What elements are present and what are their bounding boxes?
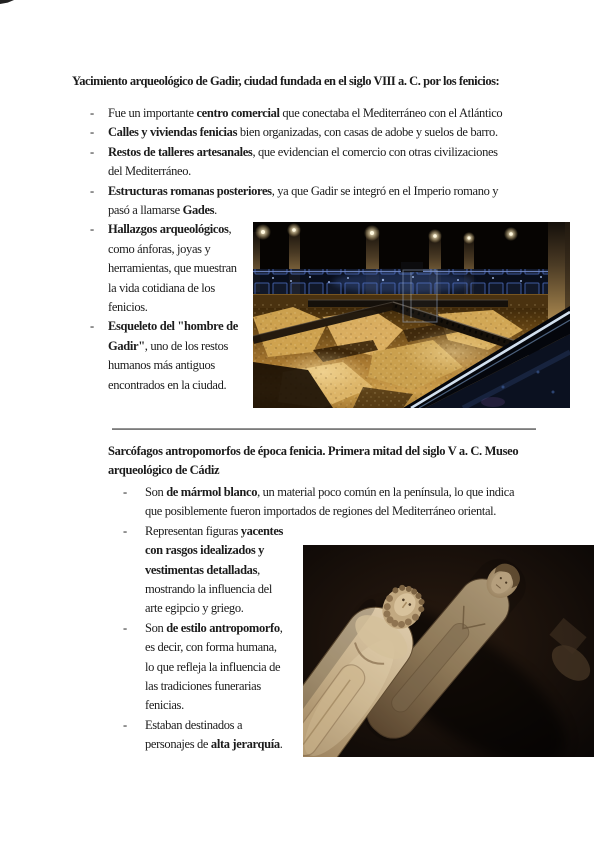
sarcophagi-heading: Sarcófagos antropomorfos de época fenicia. Primera mitad del siglo V a. C. Museo arqueológico de Cádiz <box>108 444 519 478</box>
bullet-dash: - <box>90 125 94 140</box>
list-item: - Representan figuras yacentes con rasgos idealizados y vestimentas detalladas, mostrando la influencia del arte egipcio y griego. <box>123 523 284 616</box>
bullet-dash: - <box>123 620 127 635</box>
excavation-photo-graphic <box>253 222 570 408</box>
bullet-dash: - <box>123 485 127 499</box>
list-item: - Restos de talleres artesanales, que evidencian el comercio con otras civilizaciones del Mediterráneo. <box>90 144 498 179</box>
page-corner-artifact <box>0 0 14 4</box>
sarcophagi-photo-graphic <box>303 545 594 757</box>
list-item: - Estructuras romanas posteriores, ya que Gadir se integró en el Imperio romano y pasó a llamarse Gades. <box>90 183 499 218</box>
bullet-dash: - <box>90 144 94 159</box>
section-divider <box>112 428 536 430</box>
bullet-dash: - <box>123 523 127 538</box>
list-item: - Fue un importante centro comercial que conectaba el Mediterráneo con el Atlántico <box>90 104 590 123</box>
list-item: - Calles y viviendas fenicias bien organizadas, con casas de adobe y suelos de barro. <box>90 123 590 142</box>
excavation-photo <box>253 222 570 408</box>
glass-display-case <box>401 262 437 322</box>
list-item: - Son de mármol blanco, un material poco común en la península, lo que indica que posiblemente fueron importados de regiones del Mediterráneo oriental. <box>123 485 515 519</box>
list-item: - Esqueleto del "hombre de Gadir", uno de los restos humanos más antiguos encontrados en la ciudad. <box>90 319 238 392</box>
bullet-dash: - <box>123 717 127 732</box>
bullet-dash: - <box>90 106 94 120</box>
sarcophagi-photo <box>303 545 594 757</box>
bullet-dash: - <box>90 183 94 198</box>
list-item: - Hallazgos arqueológicos, como ánforas, joyas y herramientas, que muestran la vida cotidiana de los fenicios. <box>90 222 237 315</box>
document-title: Yacimiento arqueológico de Gadir, ciudad fundada en el siglo VIII a. C. por los fenicios: <box>72 74 500 88</box>
bullet-dash: - <box>90 319 94 334</box>
list-item: - Son de estilo antropomorfo, es decir, con forma humana, lo que refleja la influencia de las tradiciones funerarias fenicias. <box>123 620 283 713</box>
bullet-dash: - <box>90 222 94 237</box>
list-item: - Estaban destinados a personajes de alta jerarquía. <box>123 717 283 752</box>
